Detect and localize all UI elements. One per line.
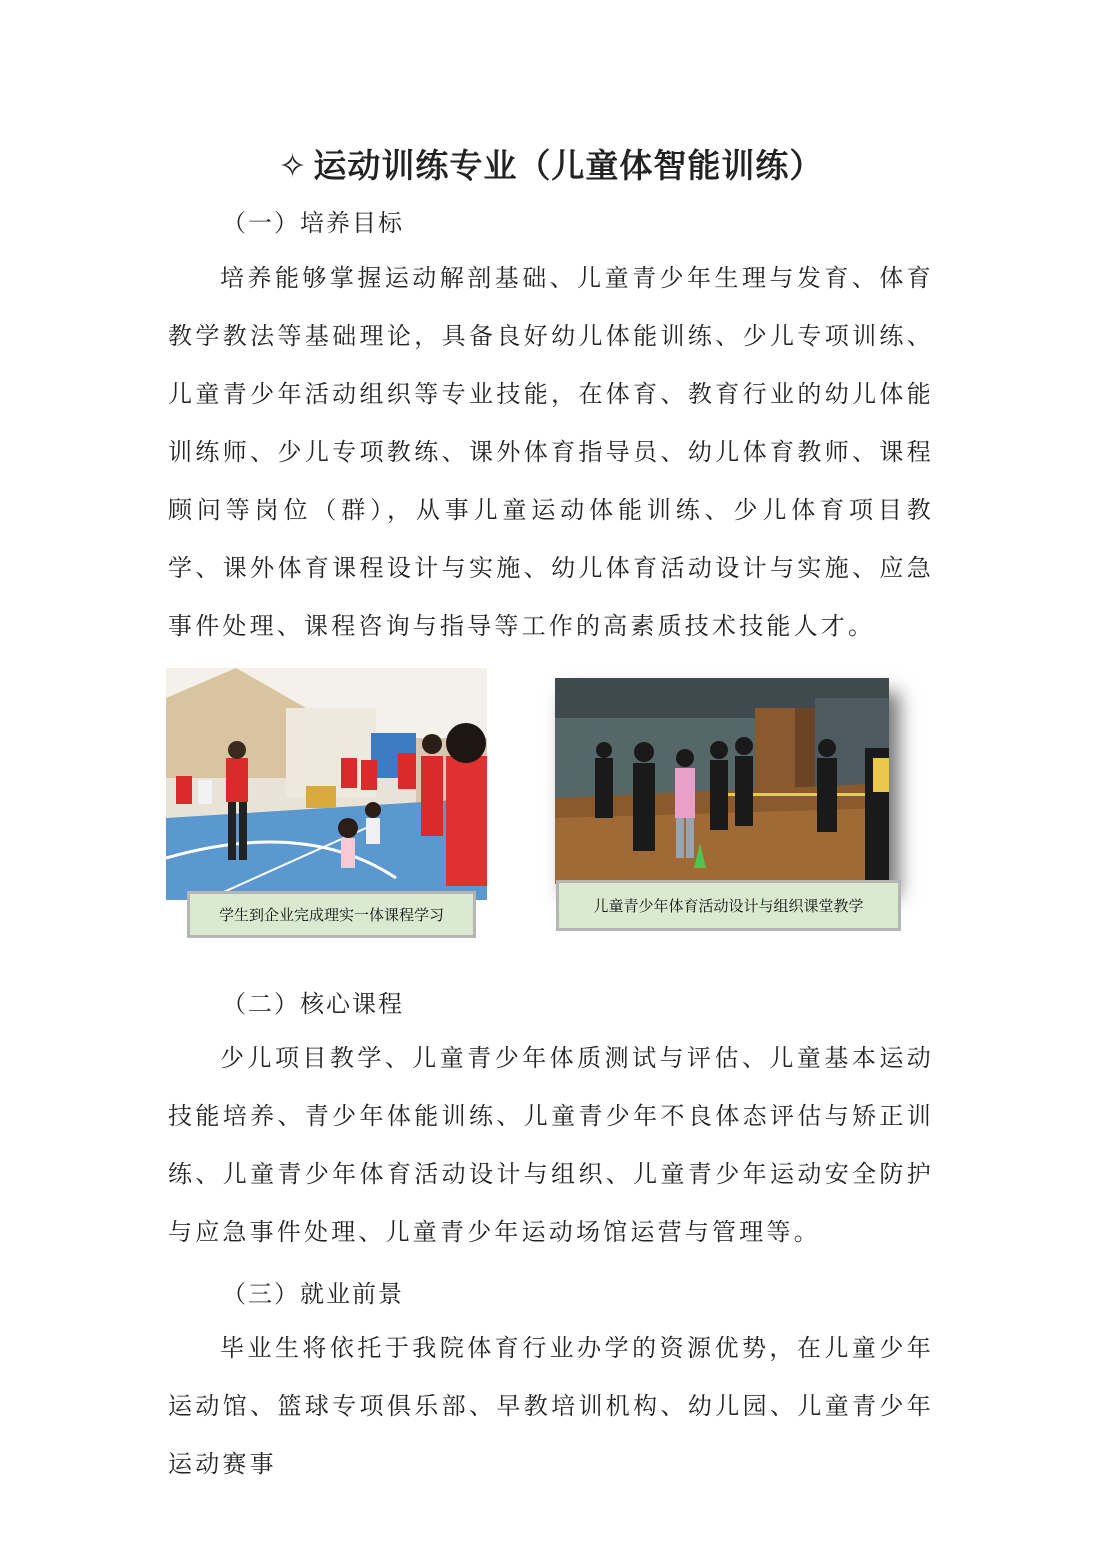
four-pointed-star-icon: ✧	[278, 146, 308, 185]
section-heading-employment: （三）就业前景	[222, 1280, 404, 1308]
photo-caption: 儿童青少年体育活动设计与组织课堂教学	[556, 880, 901, 931]
page-title: ✧ 运动训练专业（儿童体智能训练）	[278, 146, 824, 185]
section-body-training-goals: 培养能够掌握运动解剖基础、儿童青少年生理与发育、体育教学教法等基础理论，具备良好幼儿体能训练、少儿专项训练、儿童青少年活动组织等专业技能，在体育、教育行业的幼儿体能训练师、少儿专项教练、课外体育指导员、幼儿体育教师、课程顾问等岗位（群），从事儿童运动体能训练、少儿体育项目教学、课外体育课程设计与实施、幼儿体育活动设计与实施、应急事件处理、课程咨询与指导等工作的高素质技术技能人才。	[168, 264, 934, 640]
photo-classroom-teaching	[555, 678, 889, 884]
photo-enterprise-course	[166, 668, 487, 900]
section-body-core-courses: 少儿项目教学、儿童青少年体质测试与评估、儿童基本运动技能培养、青少年体能训练、儿童青少年不良体态评估与矫正训练、儿童青少年体育活动设计与组织、儿童青少年运动安全防护与应急事件处理、儿童青少年运动场馆运营与管理等。	[168, 1044, 934, 1246]
section-heading-training-goals: （一）培养目标	[222, 209, 404, 237]
section-body-employment: 毕业生将依托于我院体育行业办学的资源优势，在儿童少年运动馆、篮球专项俱乐部、早教培训机构、幼儿园、儿童青少年运动赛事	[168, 1334, 934, 1478]
section-heading-core-courses: （二）核心课程	[222, 990, 404, 1018]
photo-caption: 学生到企业完成理实一体课程学习	[187, 891, 476, 938]
